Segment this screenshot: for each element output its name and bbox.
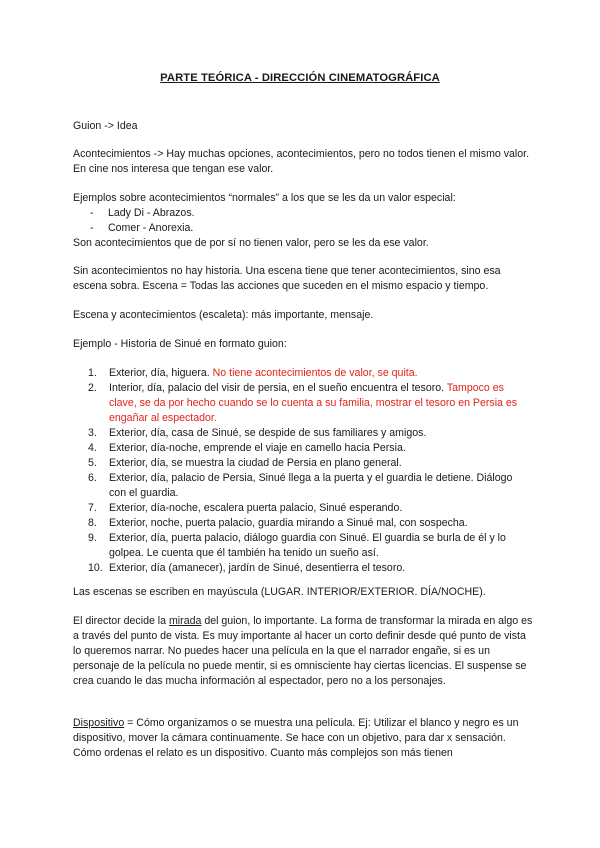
bullet-item: - Comer - Anorexia. [90,221,195,236]
list-item [73,501,528,516]
list-note-red: No tiene acontecimientos de valor, se quita. [212,367,418,379]
list-number: 9. [88,532,97,544]
list-number: 5. [88,457,97,469]
list-text: Exterior, día, puerta palacio, diálogo guardia con Sinué. El guardia se burla de él y lo golpea. Le cuenta que él también ha tenido un sueño así. [109,532,506,559]
paragraph-escaleta: Escena y acontecimientos (escaleta): más importante, mensaje. [73,309,374,321]
list-number: 4. [88,442,97,454]
list-text: Exterior, día, se muestra la ciudad de Persia en plano general. [109,457,402,469]
document-title: PARTE TEÓRICA - DIRECCIÓN CINEMATOGRÁFICA [160,72,440,84]
list-number: 6. [88,472,97,484]
list-number: 3. [88,427,97,439]
paragraph-ejemplo-sinue: Ejemplo - Historia de Sinué en formato guion: [73,338,287,350]
list-text: Interior, día, palacio del visir de persia, en el sueño encuentra el tesoro. [109,382,447,394]
list-text: Exterior, día-noche, escalera puerta palacio, Sinué esperando. [109,502,403,514]
list-item [73,531,528,561]
examples-bullet-list [90,206,195,236]
list-number: 1. [88,367,97,379]
bullet-item: - Lady Di - Abrazos. [90,206,195,221]
paragraph-guion: Guion -> Idea [73,120,138,132]
text-run: = Cómo organizamos o se muestra una película. Ej: Utilizar el blanco y negro es un dispositivo, mover la cámara continuamente. Se hace con un objetivo, para dar x sensación. Cómo ordenas el relato es un dispositivo. Cuanto más complejos son más tienen [73,717,519,759]
list-number: 8. [88,517,97,529]
list-text: Exterior, día-noche, emprende el viaje en camello hacia Persia. [109,442,406,454]
list-text: Exterior, día, casa de Sinué, se despide de sus familiares y amigos. [109,427,427,439]
scene-numbered-list [73,366,528,576]
list-item [73,561,528,576]
list-number: 7. [88,502,97,514]
paragraph-sin-acontecimientos: Sin acontecimientos no hay historia. Una escena tiene que tener acontecimientos, sino esa escena sobra. Escena = Todas las acciones que suceden en el mismo espacio y tiempo. [73,265,501,292]
list-number: 10. [88,562,103,574]
list-item [73,366,528,381]
paragraph-sin-valor: Son acontecimientos que de por sí no tienen valor, pero se les da ese valor. [73,237,429,249]
list-text: Exterior, día, higuera. [109,367,213,379]
list-text: Exterior, día, palacio de Persia, Sinué llega a la puerta y el guardia le detiene. Diálogo con el guardia. [109,472,513,499]
list-text: Exterior, noche, puerta palacio, guardia mirando a Sinué mal, con sospecha. [109,517,468,529]
paragraph-dispositivo [73,716,533,761]
paragraph-acontecimientos: Acontecimientos -> Hay muchas opciones, acontecimientos, pero no todos tienen el mismo valor. En cine nos interesa que tengan ese valor. [73,148,530,175]
paragraph-mirada [73,614,533,689]
list-item [73,381,528,426]
underlined-term-mirada: mirada [168,615,202,627]
list-item [73,471,528,501]
paragraph-mayuscula: Las escenas se escriben en mayúscula (LUGAR. INTERIOR/EXTERIOR. DÍA/NOCHE). [73,586,486,598]
list-note-red: Tampoco es clave, se da por hecho cuando se lo cuenta a su familia, mostrar el tesoro en Persia es engañar al espectador. [109,382,518,424]
list-text: Exterior, día (amanecer), jardín de Sinué, desentierra el tesoro. [109,562,406,574]
text-run: del guion, lo importante. La forma de transformar la mirada en algo es a través del punto de vista. Es muy importante al hacer un corto definir desde qué punto de vista lo queremos narrar. No puedes hacer una película en la que el narrador engañe, si es un personaje de la película no puede mentir, si es omnisciente hay ciertas licencias. El suspense se crea cuando le das mucha información al espectador, pero no a los personajes. [73,615,533,687]
text-run: El director decide la [73,615,169,627]
list-item [73,441,528,456]
paragraph-ejemplos: Ejemplos sobre acontecimientos “normales” a los que se les da un valor especial: [73,192,456,204]
list-item [73,516,528,531]
list-item [73,456,528,471]
list-number: 2. [88,382,97,394]
underlined-term-dispositivo: Dispositivo [73,717,125,729]
list-item [73,426,528,441]
